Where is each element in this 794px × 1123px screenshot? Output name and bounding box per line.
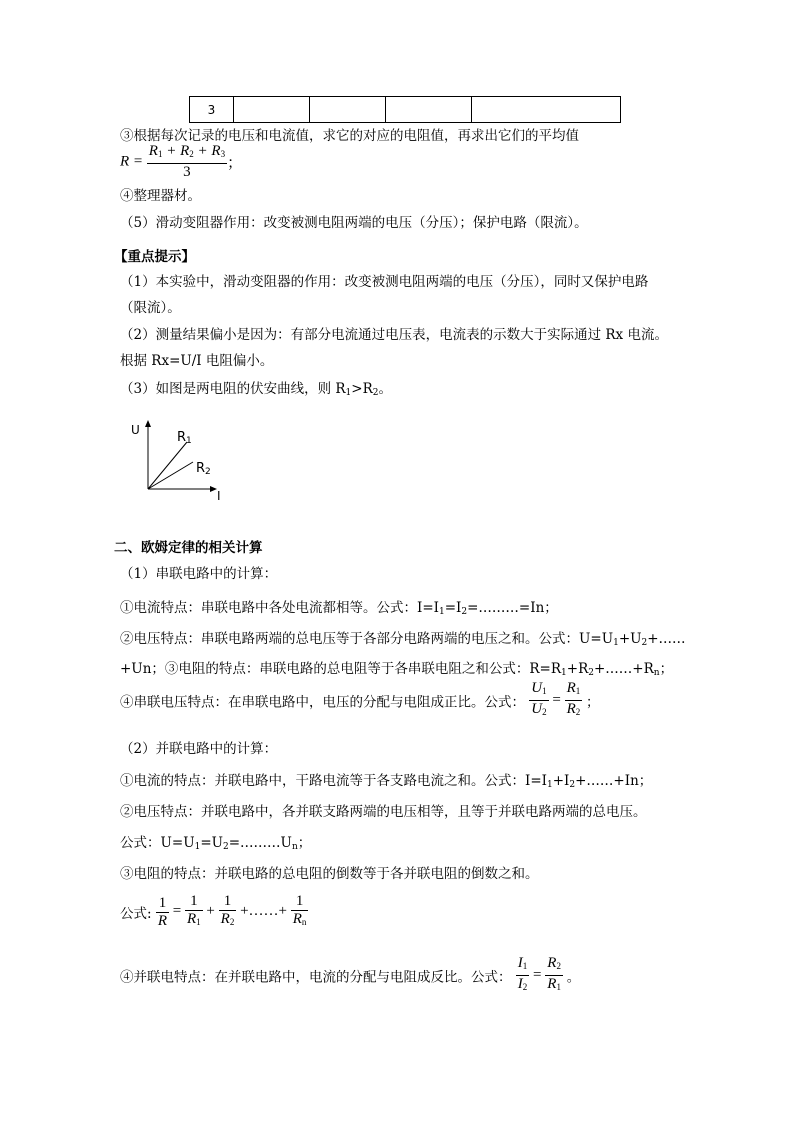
table-cell-index: 3: [190, 97, 234, 123]
parallel-title: （2）并联电路中的计算：: [120, 741, 278, 757]
table-cell: [472, 97, 621, 123]
key-point-1a: （1）本实验中，滑动变阻器的作用：改变被测电阻两端的电压（分压），同时又保护电路: [120, 274, 649, 290]
parallel-resistance-formula: 公式: $\frac{1}{R}$ = $\frac{1}{R_1}$ + $\frac{1}{R_2}$ +……+ $\frac{1}{R_n}$: [120, 893, 307, 929]
series-current-text: ①电流特点：串联电路中各处电流都相等。公式：$I=I_1=I_2=\dots\dots\dots=In$；: [120, 600, 558, 617]
x-axis-label: I: [217, 489, 221, 503]
key-points-title: 【重点提示】: [114, 249, 195, 265]
line-r1-label: $R_1$: [177, 430, 192, 446]
section2-title: 二、欧姆定律的相关计算: [114, 540, 263, 556]
parallel-current-text: ①电流的特点：并联电路中，干路电流等于各支路电流之和。公式：$I=I_1+I_2+\dots\dots+In$；: [120, 773, 653, 790]
series-voltage-text-a: ②电压特点：串联电路两端的总电压等于各部分电路两端的电压之和。公式：$U=U_1+U_2+\dots\dots$: [120, 631, 686, 648]
key-point-2b: 根据 Rx=U/I 电阻偏小。: [120, 353, 274, 369]
parallel-voltage-text-b: 公式：$U=U_1=U_2=\dots\dots\dots U_n$；: [120, 835, 312, 852]
step4-text: ④整理器材。: [120, 188, 201, 204]
step3-text: ③根据每次记录的电压和电流值，求它的对应的电阻值，再求出它们的平均值: [120, 128, 579, 144]
series-ratio-text: ④串联电压特点：在串联电路中，电压的分配与电阻成正比。公式： $\frac{U_1}{U_2}$ = $\frac{R_1}{R_2}$ ；: [120, 680, 600, 717]
line-r2-label: $R_2$: [196, 461, 211, 477]
table-row: [190, 97, 621, 123]
parallel-ratio-text: ④并联电特点：在并联电路中，电流的分配与电阻成反比。公式： $\frac{I_1}{I_2}$ = $\frac{R_2}{R_1}$ 。: [120, 955, 581, 992]
key-point-1b: （限流）。: [120, 300, 181, 316]
table-cell: [234, 97, 310, 123]
parallel-resistance-text: ③电阻的特点：并联电路的总电阻的倒数等于各并联电阻的倒数之和。: [120, 866, 539, 882]
table-cell: [310, 97, 386, 123]
series-title: （1）串联电路中的计算：: [120, 566, 278, 582]
average-resistance-formula: R = $\frac{R_1 + R_2 + R_3}{3}$ ；: [120, 143, 243, 180]
key-point-3: （3）如图是两电阻的伏安曲线，则 $R_1>R_2$。: [120, 381, 392, 398]
key-point-2a: （2）测量结果偏小是因为：有部分电流通过电压表，电流表的示数大于实际通过 Rx 电流。: [120, 327, 668, 343]
series-voltage-text-b: +Un；③电阻的特点：串联电路的总电阻等于各串联电阻之和公式：$R=R_1+R_2+\dots\dots+R_n$；: [120, 661, 674, 678]
y-axis-label: U: [131, 423, 140, 437]
record-table: [189, 96, 621, 123]
parallel-voltage-text-a: ②电压特点：并联电路中，各并联支路两端的电压相等，且等于并联电路两端的总电压。: [120, 804, 647, 820]
table-cell: [386, 97, 472, 123]
step5-text: （5）滑动变阻器作用：改变被测电阻两端的电压（分压）；保护电路（限流）。: [120, 215, 588, 231]
